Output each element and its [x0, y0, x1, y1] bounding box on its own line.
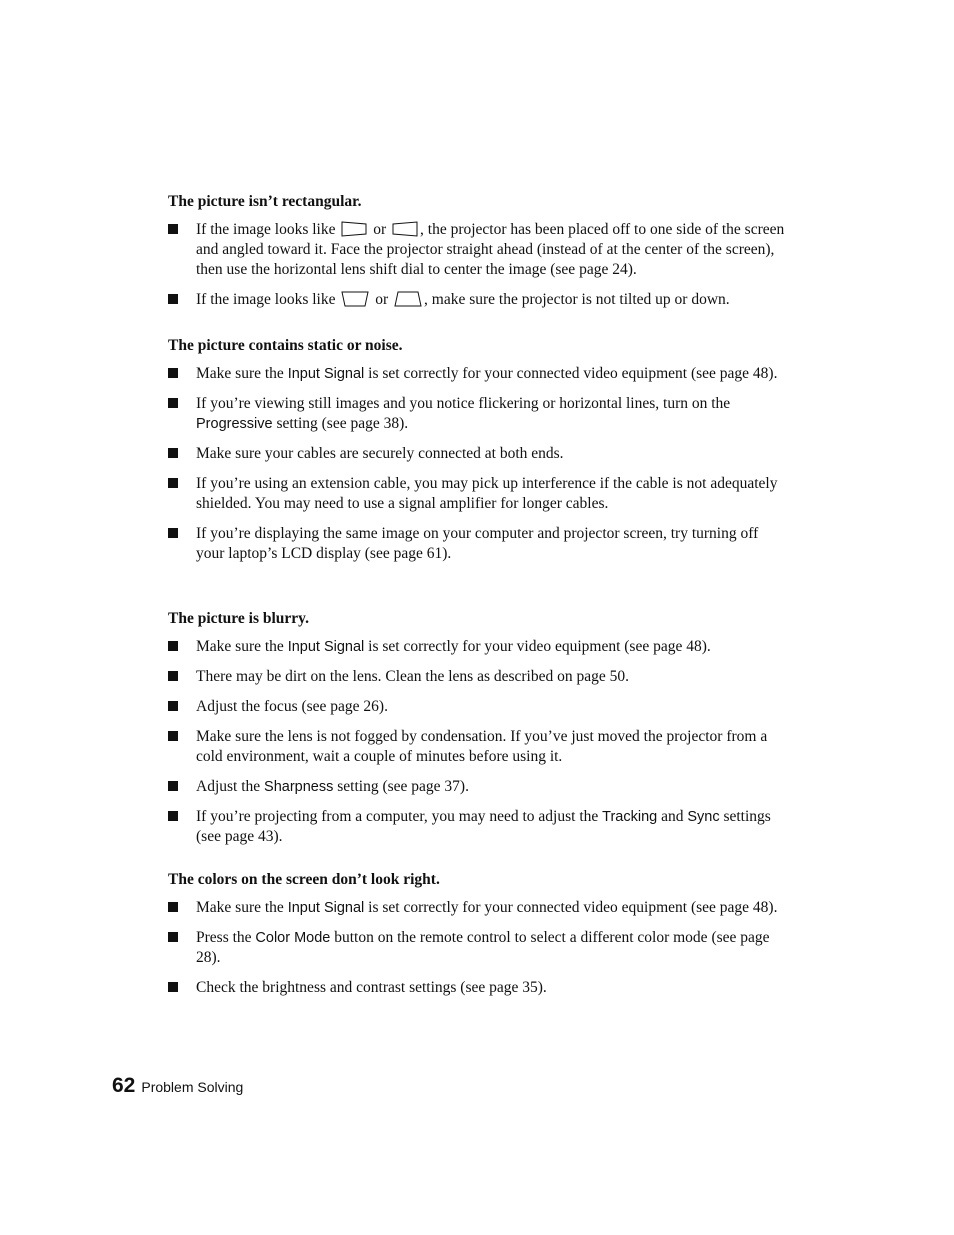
- item-text: is set correctly for your video equipment (see page 48).: [364, 638, 711, 655]
- bullet-icon: [168, 448, 178, 458]
- item-text: Adjust the focus (see page 26).: [196, 698, 388, 715]
- item-text: Make sure the: [196, 638, 288, 655]
- bullet-icon: [168, 224, 178, 234]
- menu-setting-name: Input Signal: [287, 639, 365, 655]
- bullet-icon: [168, 368, 178, 378]
- bullet-icon: [168, 731, 178, 741]
- item-text: If the image looks like: [196, 221, 336, 238]
- item-text: Make sure your cables are securely connected at both ends.: [196, 445, 564, 462]
- list-item: [168, 928, 788, 968]
- bullet-icon: [168, 478, 178, 488]
- list-item: [168, 637, 788, 657]
- list-item: [168, 524, 788, 564]
- menu-setting-name: Sync: [687, 809, 720, 825]
- item-text: setting (see page 38).: [272, 415, 409, 432]
- item-text: If you’re viewing still images and you notice flickering or horizontal lines, turn on the: [196, 395, 731, 412]
- section-heading: The picture contains static or noise.: [168, 337, 403, 354]
- page-footer: [112, 1074, 243, 1098]
- item-text: If the image looks like: [196, 291, 336, 308]
- list-item: [168, 220, 788, 280]
- menu-setting-name: Input Signal: [287, 366, 365, 382]
- bullet-icon: [168, 671, 178, 681]
- section-colors: [168, 870, 788, 1008]
- item-text: If you’re projecting from a computer, you may need to adjust the: [196, 808, 603, 825]
- section-static-noise: [168, 336, 788, 574]
- item-text: Check the brightness and contrast settings (see page 35).: [196, 979, 547, 996]
- menu-setting-name: Progressive: [196, 416, 273, 432]
- keystone-left-icon: [341, 221, 367, 237]
- bullet-icon: [168, 398, 178, 408]
- item-text: or: [375, 291, 389, 308]
- list-item: [168, 807, 788, 847]
- item-text: setting (see page 37).: [333, 778, 469, 795]
- bullet-icon: [168, 641, 178, 651]
- list-item: [168, 727, 788, 767]
- keystone-right-icon: [392, 221, 418, 237]
- item-text: settings (see page 43).: [196, 808, 771, 845]
- section-not-rectangular: [168, 192, 788, 320]
- page-number: 62: [112, 1074, 136, 1097]
- item-text: button on the remote control to select a different color mode (see page 28).: [196, 929, 770, 966]
- item-text: Make sure the: [196, 365, 288, 382]
- bullet-icon: [168, 982, 178, 992]
- list-item: [168, 777, 788, 797]
- item-text: If you’re displaying the same image on your computer and projector screen, try turning off your laptop’s LCD display (see page 61).: [196, 525, 759, 562]
- bullet-icon: [168, 528, 178, 538]
- section-heading: The colors on the screen don’t look right.: [168, 871, 440, 888]
- menu-setting-name: Input Signal: [287, 900, 365, 916]
- section-blurry: [168, 609, 788, 857]
- item-text: or: [373, 221, 387, 238]
- menu-setting-name: Sharpness: [264, 779, 334, 795]
- keystone-bottom-wide-icon: [394, 291, 422, 307]
- list-item: [168, 697, 788, 717]
- list-item: [168, 290, 788, 310]
- item-text: Make sure the lens is not fogged by condensation. If you’ve just moved the projector from a cold environment, wait a couple of minutes before using it.: [196, 728, 768, 765]
- list-item: [168, 898, 788, 918]
- item-text: If you’re using an extension cable, you may pick up interference if the cable is not adequately shielded. You may need to use a signal amplifier for longer cables.: [196, 475, 778, 512]
- button-name: Color Mode: [255, 930, 331, 946]
- item-text: There may be dirt on the lens. Clean the lens as described on page 50.: [196, 668, 630, 685]
- list-item: [168, 364, 788, 384]
- bullet-icon: [168, 932, 178, 942]
- item-text: is set correctly for your connected video equipment (see page 48).: [364, 365, 778, 382]
- list-item: [168, 978, 788, 998]
- item-text: and: [657, 808, 688, 825]
- bullet-icon: [168, 781, 178, 791]
- list-item: [168, 394, 788, 434]
- menu-setting-name: Tracking: [602, 809, 658, 825]
- list-item: [168, 667, 788, 687]
- item-text: Make sure the: [196, 899, 288, 916]
- list-item: [168, 474, 788, 514]
- section-heading: The picture isn’t rectangular.: [168, 193, 362, 210]
- bullet-icon: [168, 701, 178, 711]
- bullet-icon: [168, 811, 178, 821]
- item-text: , make sure the projector is not tilted up or down.: [424, 291, 730, 308]
- item-text: Adjust the: [196, 778, 265, 795]
- section-label: Problem Solving: [141, 1079, 244, 1095]
- bullet-icon: [168, 902, 178, 912]
- item-text: is set correctly for your connected video equipment (see page 48).: [364, 899, 778, 916]
- item-text: Press the: [196, 929, 256, 946]
- item-text: , the projector has been placed off to one side of the screen and angled toward it. Face the projector straight ahead (instead of at the center of the screen), then use the horizontal lens shift dial to center the image (see page 24).: [196, 221, 785, 278]
- section-heading: The picture is blurry.: [168, 610, 309, 627]
- keystone-top-wide-icon: [341, 291, 369, 307]
- list-item: [168, 444, 788, 464]
- bullet-icon: [168, 294, 178, 304]
